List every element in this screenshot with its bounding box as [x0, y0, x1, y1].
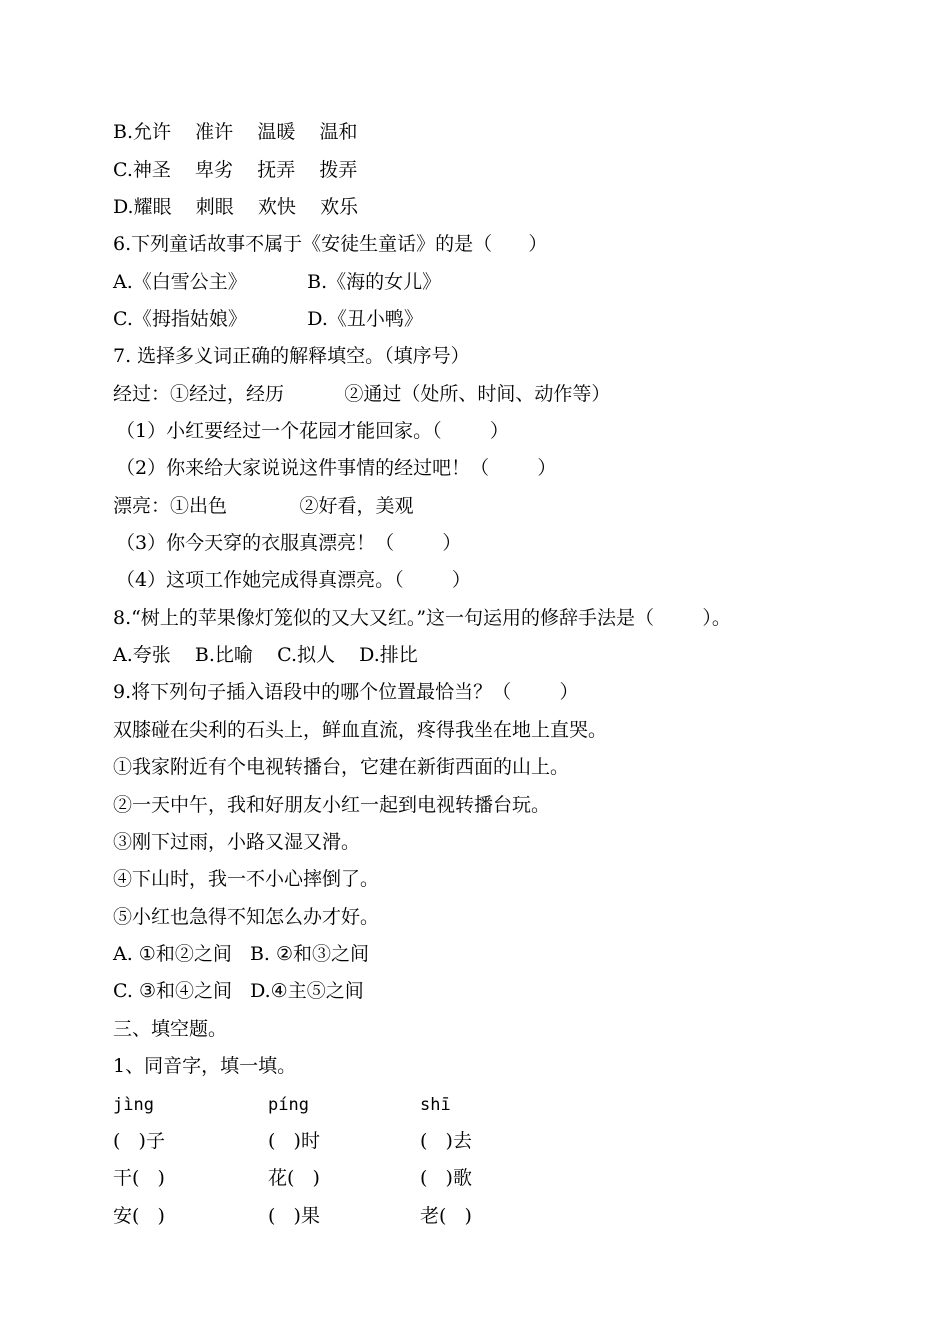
jing-blank-2: 干( ) [113, 1167, 165, 1189]
q9-item-1: ①我家附近有个电视转播台，它建在新街西面的山上。 [113, 756, 570, 778]
ping-blank-2: 花( ) [268, 1167, 320, 1189]
ping-blank-3: ( )果 [268, 1205, 320, 1227]
shi-blank-2: ( )歌 [420, 1167, 472, 1189]
jing-blank-3: 安( ) [113, 1205, 165, 1227]
q9-item-5: ⑤小红也急得不知怎么办才好。 [113, 906, 380, 928]
q7-sentence-1: （1）小红要经过一个花园才能回家。（ ） [116, 420, 509, 442]
q5-option-d: D.耀眼 刺眼 欢快 欢乐 [113, 196, 359, 218]
shi-blank-1: ( )去 [420, 1130, 472, 1152]
q9-options-row2: C. ③和④之间 D.④主⑤之间 [113, 980, 364, 1002]
q8-stem: 8.“树上的苹果像灯笼似的又大又红。”这一句运用的修辞手法是（ ）。 [113, 607, 731, 629]
q6-options-row1: A.《白雪公主》 B.《海的女儿》 [113, 271, 442, 293]
shi-blank-3: 老( ) [420, 1205, 472, 1227]
jing-blank-1: ( )子 [113, 1130, 165, 1152]
pinyin-shi: shī [420, 1095, 451, 1115]
ping-blank-1: ( )时 [268, 1130, 320, 1152]
q9-item-4: ④下山时，我一不小心摔倒了。 [113, 868, 380, 890]
q6-options-row2: C.《拇指姑娘》 D.《丑小鸭》 [113, 308, 423, 330]
section3-q1-stem: 1、同音字，填一填。 [113, 1055, 297, 1077]
q7-definition-jingguo: 经过：①经过，经历 ②通过（处所、时间、动作等） [113, 383, 611, 405]
q7-sentence-3: （3）你今天穿的衣服真漂亮！（ ） [116, 532, 462, 554]
q7-definition-piaoliang: 漂亮：①出色 ②好看，美观 [113, 495, 414, 517]
q5-option-c: C.神圣 卑劣 抚弄 拨弄 [113, 159, 358, 181]
q7-sentence-2: （2）你来给大家说说这件事情的经过吧！（ ） [116, 457, 557, 479]
q5-option-b: B.允许 准许 温暖 温和 [113, 121, 358, 143]
q6-stem: 6.下列童话故事不属于《安徒生童话》的是（ ） [113, 233, 548, 255]
q9-stem: 9.将下列句子插入语段中的哪个位置最恰当？（ ） [113, 681, 579, 703]
q7-sentence-4: （4）这项工作她完成得真漂亮。（ ） [116, 569, 471, 591]
q8-options: A.夸张 B.比喻 C.拟人 D.排比 [113, 644, 418, 666]
q7-stem: 7. 选择多义词正确的解释填空。（填序号） [113, 345, 470, 367]
pinyin-jing: jìng [113, 1095, 154, 1115]
q9-item-2: ②一天中午，我和好朋友小红一起到电视转播台玩。 [113, 794, 551, 816]
q9-item-3: ③刚下过雨，小路又湿又滑。 [113, 831, 361, 853]
section3-heading: 三、填空题。 [113, 1018, 228, 1040]
q9-options-row1: A. ①和②之间 B. ②和③之间 [113, 943, 370, 965]
q9-insert-sentence: 双膝碰在尖利的石头上，鲜血直流，疼得我坐在地上直哭。 [113, 719, 608, 741]
pinyin-ping: píng [268, 1095, 309, 1115]
